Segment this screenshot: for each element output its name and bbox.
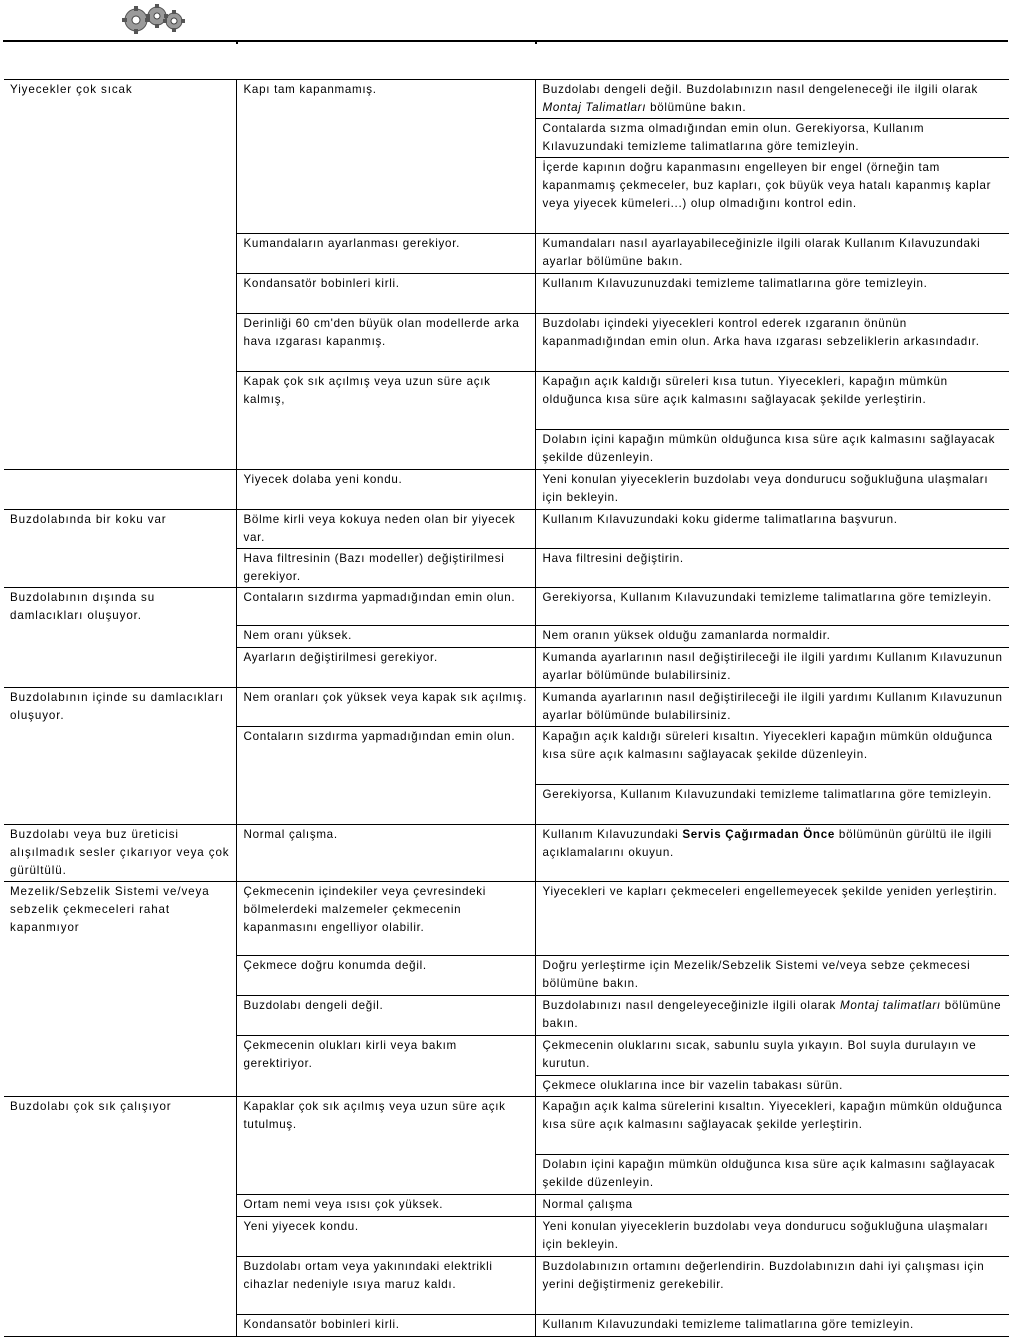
- symptom-cell: Yiyecekler çok sıcak: [4, 80, 236, 470]
- solution-cell: Çekmecenin oluklarını sıcak, sabunlu suyla yıkayın. Bol suyla durulayın ve kurutun.: [535, 1036, 1009, 1076]
- symptom-cell: Buzdolabının içinde su damlacıkları oluşuyor.: [4, 688, 236, 825]
- solution-cell: Normal çalışma: [535, 1195, 1009, 1217]
- solution-cell: [535, 825, 1009, 882]
- cause-cell: Çekmecenin olukları kirli veya bakım gerektiriyor.: [236, 1036, 535, 1097]
- solution-cell: Kapağın açık kaldığı süreleri kısaltın. Yiyecekleri kapağın mümkün olduğunca kısa süre açık kalmasını sağlayacak şekilde düzenleyin.: [535, 727, 1009, 785]
- solution-cell: Buzdolabınızın ortamını değerlendirin. Buzdolabınızın dahi iyi çalışması için yerini değiştirmeniz gerekebilir.: [535, 1257, 1009, 1315]
- solution-cell: Kumandaları nasıl ayarlayabileceğinizle ilgili olarak Kullanım Kılavuzundaki ayarlar bölümüne bakın.: [535, 234, 1009, 274]
- symptom-cell-continued: [4, 470, 236, 510]
- cause-cell: Yeni yiyecek kondu.: [236, 1217, 535, 1257]
- solution-cell: Kullanım Kılavuzunuzdaki temizleme talimatlarına göre temizleyin.: [535, 274, 1009, 314]
- cause-cell: Buzdolabı dengeli değil.: [236, 996, 535, 1036]
- table-row: [4, 470, 1009, 510]
- cause-cell: Bölme kirli veya kokuya neden olan bir yiyecek var.: [236, 510, 535, 549]
- cause-cell: Ortam nemi veya ısısı çok yüksek.: [236, 1195, 535, 1217]
- table-row: [4, 825, 1009, 882]
- table-row: [4, 882, 1009, 956]
- solution-text: bölümüne bakın.: [542, 999, 1002, 1030]
- solution-cell: Nem oranın yüksek olduğu zamanlarda normaldir.: [535, 626, 1009, 648]
- cause-cell: Kapı tam kapanmamış.: [236, 80, 535, 234]
- cause-cell: Kondansatör bobinleri kirli.: [236, 1315, 535, 1337]
- solution-cell: Kumanda ayarlarının nasıl değiştirileceği ile ilgili yardımı Kullanım Kılavuzunun ayarlar bölümünde bulabilirsiniz.: [535, 648, 1009, 688]
- table-row: [4, 1097, 1009, 1155]
- cause-cell: Kondansatör bobinleri kirli.: [236, 274, 535, 314]
- solution-text: Kullanım Kılavuzundaki: [542, 828, 683, 841]
- solution-text: bölümüne bakın.: [646, 101, 747, 114]
- cause-cell: Hava filtresinin (Bazı modeller) değiştirilmesi gerekiyor.: [236, 549, 535, 588]
- solution-cell: Hava filtresini değiştirin.: [535, 549, 1009, 588]
- solution-cell: Dolabın içini kapağın mümkün olduğunca kısa süre açık kalmasını sağlayacak şekilde düzenleyin.: [535, 430, 1009, 470]
- cause-cell: Normal çalışma.: [236, 825, 535, 882]
- solution-cell: Gerekiyorsa, Kullanım Kılavuzundaki temizleme talimatlarına göre temizleyin.: [535, 588, 1009, 626]
- gears-icon: [116, 3, 190, 37]
- table-row: [4, 588, 1009, 626]
- solution-cell: Dolabın içini kapağın mümkün olduğunca kısa süre açık kalmasını sağlayacak şekilde düzenleyin.: [535, 1155, 1009, 1195]
- cause-cell: Buzdolabı ortam veya yakınındaki elektrikli cihazlar nedeniyle ısıya maruz kaldı.: [236, 1257, 535, 1315]
- solution-italic-ref: Montaj talimatları: [839, 999, 941, 1012]
- solution-cell: Çekmece oluklarına ince bir vazelin tabakası sürün.: [535, 1076, 1009, 1097]
- solution-cell: [535, 80, 1009, 119]
- symptom-cell: Buzdolabında bir koku var: [4, 510, 236, 588]
- solution-italic-ref: Montaj Talimatları: [542, 101, 647, 114]
- solution-text: Buzdolabı dengeli değil. Buzdolabınızın nasıl dengeleneceği ile ilgili olarak: [542, 83, 978, 96]
- cause-cell: Derinliği 60 cm'den büyük olan modellerde arka hava ızgarası kapanmış.: [236, 314, 535, 372]
- page-header: [0, 0, 1011, 44]
- solution-cell: Kullanım Kılavuzundaki koku giderme talimatlarına başvurun.: [535, 510, 1009, 549]
- solution-cell: Yeni konulan yiyeceklerin buzdolabı veya dondurucu soğukluğuna ulaşmaları için bekleyin.: [535, 1217, 1009, 1257]
- solution-cell: Doğru yerleştirme için Mezelik/Sebzelik Sistemi ve/veya sebze çekmecesi bölümüne bakın.: [535, 956, 1009, 996]
- cause-cell: Contaların sızdırma yapmadığından emin olun.: [236, 727, 535, 825]
- solution-cell: Contalarda sızma olmadığından emin olun. Gerekiyorsa, Kullanım Kılavuzundaki temizleme talimatlarına göre temizleyin.: [535, 119, 1009, 158]
- solution-text: bölümünün gürültü ile ilgili açıklamalarını okuyun.: [542, 828, 992, 859]
- troubleshooting-table: [4, 79, 1009, 1337]
- symptom-cell: Buzdolabının dışında su damlacıkları oluşuyor.: [4, 588, 236, 688]
- cause-cell: Contaların sızdırma yapmadığından emin olun.: [236, 588, 535, 626]
- header-rule: [3, 40, 1008, 42]
- header-rule-tick: [535, 41, 537, 44]
- symptom-cell: Buzdolabı çok sık çalışıyor: [4, 1097, 236, 1337]
- header-rule-tick: [236, 41, 238, 44]
- solution-cell: Kullanım Kılavuzundaki temizleme talimatlarına göre temizleyin.: [535, 1315, 1009, 1337]
- cause-cell: Kapak çok sık açılmış veya uzun süre açık kalmış,: [236, 372, 535, 470]
- cause-cell: Kapaklar çok sık açılmış veya uzun süre açık tutulmuş.: [236, 1097, 535, 1195]
- solution-bold-ref: Servis Çağırmadan Önce: [682, 828, 835, 841]
- cause-cell: Çekmece doğru konumda değil.: [236, 956, 535, 996]
- solution-cell: Yeni konulan yiyeceklerin buzdolabı veya dondurucu soğukluğuna ulaşmaları için bekleyin.: [535, 470, 1009, 510]
- cause-cell: Ayarların değiştirilmesi gerekiyor.: [236, 648, 535, 688]
- solution-cell: Buzdolabı içindeki yiyecekleri kontrol ederek ızgaranın önünün kapanmadığından emin olun. Arka hava ızgarası sebzeliklerin arkasındadır.: [535, 314, 1009, 372]
- cause-cell: Yiyecek dolaba yeni kondu.: [236, 470, 535, 510]
- cause-cell: Nem oranı yüksek.: [236, 626, 535, 648]
- table-row: [4, 688, 1009, 727]
- table-row: [4, 510, 1009, 549]
- solution-cell: Kapağın açık kaldığı süreleri kısa tutun. Yiyecekleri, kapağın mümkün olduğunca kısa süre açık kalmasını sağlayacak şekilde yerleştirin.: [535, 372, 1009, 430]
- solution-cell: Gerekiyorsa, Kullanım Kılavuzundaki temizleme talimatlarına göre temizleyin.: [535, 785, 1009, 825]
- cause-cell: Nem oranları çok yüksek veya kapak sık açılmış.: [236, 688, 535, 727]
- table-row: [4, 80, 1009, 119]
- symptom-cell: Buzdolabı veya buz üreticisi alışılmadık sesler çıkarıyor veya çok gürültülü.: [4, 825, 236, 882]
- cause-cell: Kumandaların ayarlanması gerekiyor.: [236, 234, 535, 274]
- solution-text: Buzdolabınızı nasıl dengeleyeceğinizle ilgili olarak: [542, 999, 840, 1012]
- solution-cell: Kapağın açık kalma sürelerini kısaltın. Yiyecekleri, kapağın mümkün olduğunca kısa süre açık kalmasını sağlayacak şekilde yerleştirin.: [535, 1097, 1009, 1155]
- solution-cell: Yiyecekleri ve kapları çekmeceleri engellemeyecek şekilde yeniden yerleştirin.: [535, 882, 1009, 956]
- cause-cell: Çekmecenin içindekiler veya çevresindeki bölmelerdeki malzemeler çekmecenin kapanmasını engelliyor olabilir.: [236, 882, 535, 956]
- solution-cell: İçerde kapının doğru kapanmasını engelleyen bir engel (örneğin tam kapanmamış çekmeceler, buz kapları, çok büyük veya hatalı kapanmış kaplar veya yiyecek kümeleri...) olup olmadığını kontrol edin.: [535, 158, 1009, 234]
- solution-cell: [535, 996, 1009, 1036]
- solution-cell: Kumanda ayarlarının nasıl değiştirileceği ile ilgili yardımı Kullanım Kılavuzunun ayarlar bölümünde bulabilirsiniz.: [535, 688, 1009, 727]
- symptom-cell: Mezelik/Sebzelik Sistemi ve/veya sebzelik çekmeceleri rahat kapanmıyor: [4, 882, 236, 1097]
